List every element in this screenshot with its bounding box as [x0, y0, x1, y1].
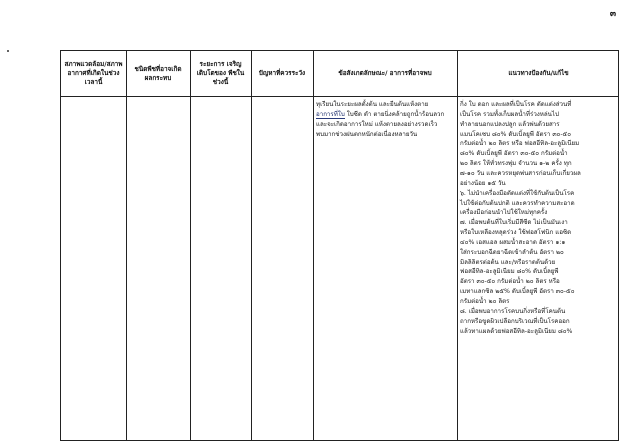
header-symptoms: ข้อสังเกตลักษณะ/ อาการที่อาจพบ: [338, 69, 432, 77]
prevention-line: ทำลายนอกแปลงปลูก แล้วพ่นด้วยสาร: [460, 120, 560, 128]
symptoms-line: อาการที่ใบ ใบซีด ดำ ตายนิ่งคล้ายถูกน้ำร้อนลวก: [316, 110, 445, 118]
header-problems: ปัญหาที่ควรระวัง: [258, 69, 306, 77]
prevention-line: เมทาแลกซิล ๒๕% ดับเบิ้ลยูพี อัตรา ๓๐-๕๐: [460, 288, 575, 296]
prevention-line: ๘. เมื่อพบอาการโรคบนกิ่งหรือที่โคนต้น: [460, 307, 566, 315]
prevention-line: ฟอสอีทิล-อะลูมิเนียม ๘๐% ดับเบิ้ลยูพี: [460, 268, 559, 276]
prevention-line: เครื่องมือก่อนนำไปใช้ใหม่ทุกครั้ง: [460, 209, 548, 217]
prevention-line: ถากหรือขูดผิวเปลือกบริเวณที่เป็นโรคออก: [460, 317, 570, 325]
prevention-line: มิลลิลิตรต่อต้น และ/หรือราดต้นด้วย: [460, 258, 556, 266]
prevention-line: ๔๐% เอสแอล ผสมน้ำสะอาด อัตรา ๑:๑: [460, 238, 566, 246]
header-prevention: แนวทางป้องกัน/แก้ไข: [508, 69, 569, 77]
header-affected-crops: ชนิดพืชที่อาจเกิด ผลกระทบ: [134, 64, 182, 82]
col-divider: [126, 51, 127, 440]
page-number: ๓: [609, 9, 616, 19]
col-divider: [251, 51, 252, 440]
col-divider: [313, 51, 314, 440]
prevention-line: กรัมต่อน้ำ ๒๐ ลิตร: [460, 298, 510, 305]
prevention-line: หรือใบเหลืองหลุดร่วง ใช้ฟอสโฟนิก แอซิด: [460, 229, 572, 237]
prevention-line: ๒๐ ลิตร ให้ทั่วทรงพุ่ม จำนวน ๑-๒ ครั้ง ทุก: [460, 160, 572, 168]
prevention-line: ๗. เมื่อพบต้นที่ใบเริ่มมีสีซีด ไม่เป็นมันเงา: [460, 219, 568, 227]
symptoms-line: ทุเรียนในระยะผลตั้งต้น และยืนต้นแห้งตาย: [316, 101, 429, 108]
symptoms-line: และจะเกิดอาการใหม่ แห้งตายลงอย่างรวดเร็ว: [316, 120, 438, 128]
prevention-line: ๘๐% ดับเบิ้ลยูพี อัตรา ๓๐-๕๐ กรัมต่อน้ำ: [460, 150, 568, 158]
prevention-line: แมนโคเซบ ๘๐% ดับเบิ้ลยูพี อัตรา ๓๐-๕๐: [460, 130, 572, 138]
prevention-line: แล้วทาแผลด้วยฟอสอีทิล-อะลูมิเนียม ๘๐%: [460, 327, 573, 335]
prevention-line: ๗-๑๐ วัน และควรหยุดพ่นสารก่อนเก็บเกี่ยวผล: [460, 169, 581, 177]
prevention-table: [60, 50, 619, 441]
prevention-line: กรัมต่อน้ำ ๒๐ ลิตร หรือ ฟอสอีทิล-อะลูมิเนียม: [460, 140, 580, 148]
underlined-term: อาการที่ใบ: [316, 110, 345, 118]
header-divider: [61, 96, 618, 97]
prevention-line: เป็นโรค รวมทั้งเก็บผลน้ำที่ร่วงหล่นไป: [460, 110, 559, 118]
prevention-line: ๖. ไม่นำเครื่องมือตัดแต่งที่ใช้กับต้นเป็นโรค: [460, 189, 575, 197]
margin-mark: [7, 50, 9, 52]
prevention-line: ไปใช้ต่อกับต้นปกติ และควรทำความสะอาด: [460, 199, 575, 207]
prevention-line: ใส่กระบอกฉีดยาฉีดเข้าลำต้น อัตรา ๒๐: [460, 248, 564, 256]
col-divider: [190, 51, 191, 440]
prevention-line: อย่างน้อย ๑๕ วัน: [460, 179, 506, 187]
header-growth-stage: ระยะการ เจริญเติบโตของ พืชในช่วงนี้: [196, 60, 245, 86]
header-environment: สภาพแวดล้อม/สภาพ อากาศที่เกิดในช่วงเวลานี้: [64, 60, 123, 86]
col-divider: [457, 51, 458, 440]
prevention-line: อัตรา ๓๐-๕๐ กรัมต่อน้ำ ๒๐ ลิตร หรือ: [460, 278, 560, 286]
symptoms-line: พบมากช่วงฝนตกหนักต่อเนื่องหลายวัน: [316, 130, 418, 138]
prevention-line: กิ่ง ใบ ดอก และผลที่เป็นโรค ตัดแต่งส่วนที่: [460, 101, 572, 108]
